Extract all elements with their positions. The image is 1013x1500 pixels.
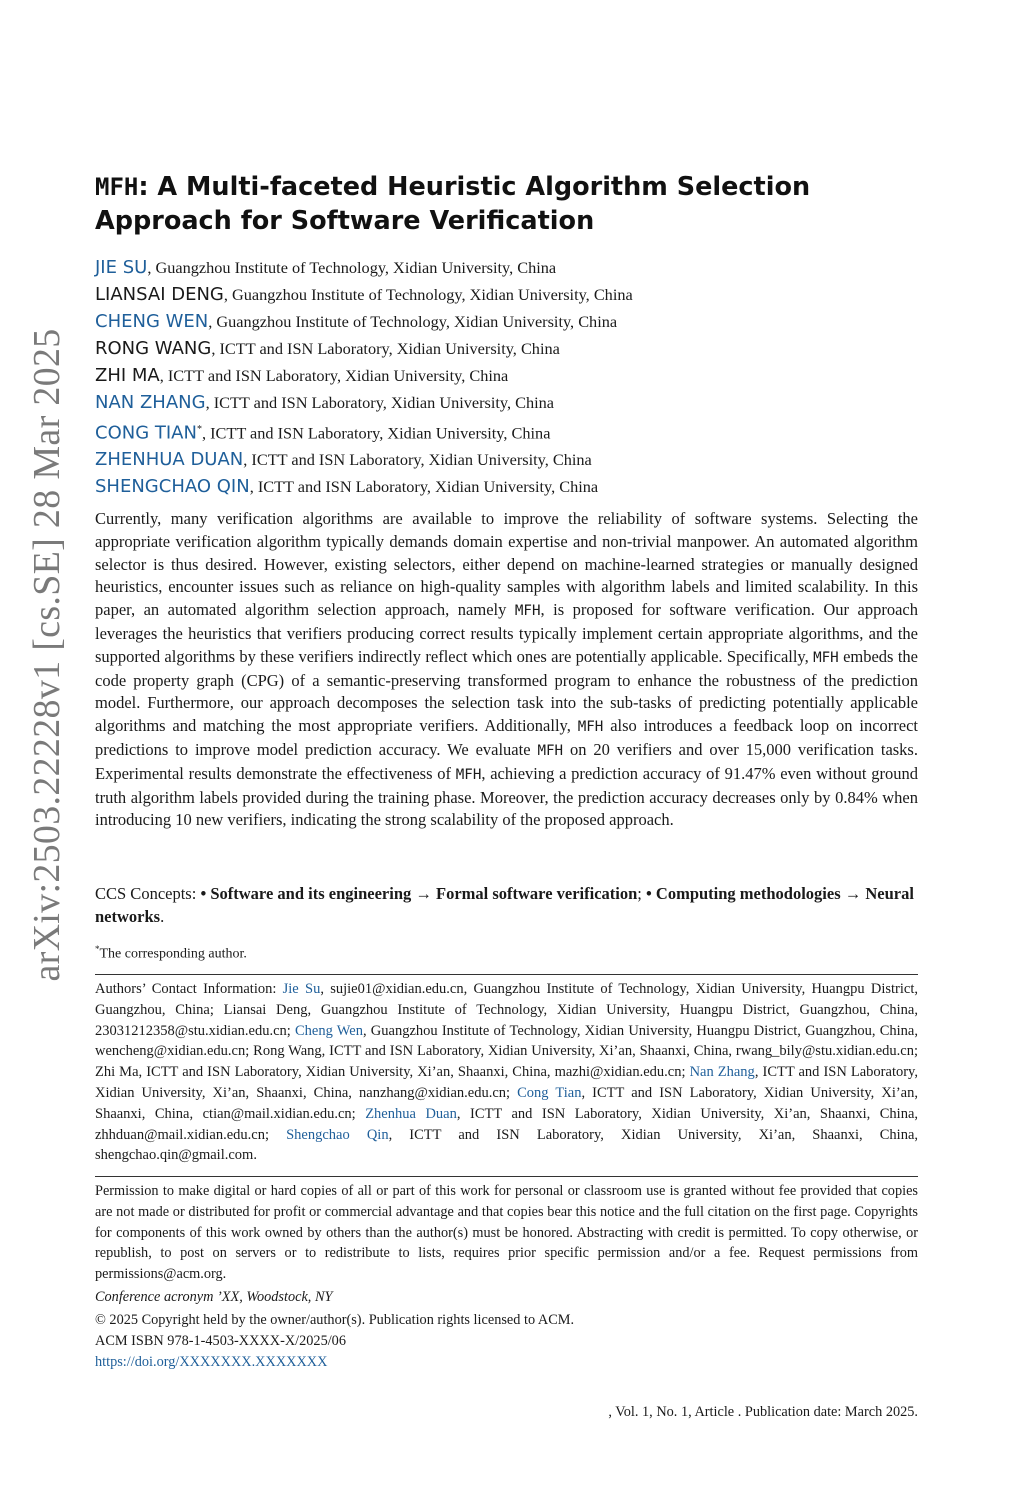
- corresponding-author-mark[interactable]: *: [196, 424, 202, 435]
- author-entry: [95, 389, 925, 416]
- copyright-line: © 2025 Copyright held by the owner/author(s). Publication rights licensed to ACM.: [95, 1312, 575, 1328]
- author-affiliation: , ICTT and ISN Laboratory, Xidian University, China: [201, 423, 551, 443]
- footnote-mark: *: [95, 944, 100, 954]
- footnote-text: The corresponding author.: [99, 946, 247, 962]
- contact-text: , ICTT and ISN Laboratory, Xidian University, Xi’an, Shaanxi, China, ctian@mail.xidian.edu.cn;: [95, 1084, 918, 1122]
- author-link[interactable]: Cong Tian: [517, 1084, 582, 1101]
- abstract-text: Currently, many verification algorithms are available to improve the reliability of software systems. Selecting the appropriate verification algorithm typically demands domain expertise and non-trivial manpower. An automated algorithm selector is thus desired. However, existing selectors, either depend on machine-learned strategies or manually designed heuristics, encounter issues such as reliance on high-quality samples with algorithm labels and limited scalability. In this paper, an automated algorithm selection approach, namely: [95, 509, 918, 620]
- author-entry: [95, 416, 925, 446]
- copyright-block: [95, 1310, 574, 1373]
- corresponding-author-footnote: [95, 944, 247, 963]
- ccs-label: CCS Concepts:: [95, 884, 201, 903]
- author-name-link[interactable]: JIE SU: [95, 257, 148, 278]
- author-entry: [95, 446, 925, 473]
- arxiv-identifier[interactable]: arXiv:2503.22228v1 [cs.SE] 28 Mar 2025: [26, 328, 68, 982]
- paper-title: [95, 170, 925, 238]
- author-link[interactable]: Cheng Wen: [294, 1022, 363, 1039]
- author-affiliation: , ICTT and ISN Laboratory, Xidian University, China: [205, 393, 555, 412]
- abstract-text: embeds the code property graph (CPG) of a semantic-preserving transformed program to enhance the robustness of the prediction model. Furthermore, our approach decomposes the selection task into the sub-tasks of predicting potentially applicable algorithms and matching the most appropriate verifiers. Additionally,: [95, 646, 918, 736]
- publication-info: , Vol. 1, No. 1, Article . Publication date: March 2025.: [608, 1404, 918, 1420]
- author-link[interactable]: Shengchao Qin: [286, 1126, 389, 1143]
- ccs-concept: • Computing methodologies → Neural networks: [95, 884, 914, 926]
- author-contact-information: [95, 979, 918, 1166]
- author-entry: [95, 473, 925, 500]
- conference-info: Conference acronym ’XX, Woodstock, NY: [95, 1289, 333, 1305]
- abstract-text: also introduces a feedback loop on incorrect predictions to improve model prediction accuracy. We evaluate: [95, 716, 919, 759]
- isbn-line: ACM ISBN 978-1-4503-XXXX-X/2025/06: [95, 1333, 346, 1349]
- author-name-link[interactable]: ZHENHUA DUAN: [95, 449, 244, 471]
- contact-text: , ICTT and ISN Laboratory, Xidian University, Xi’an, Shaanxi, China, zhhduan@mail.xidian.edu.cn;: [95, 1105, 919, 1143]
- ccs-end: .: [160, 906, 165, 926]
- doi-link[interactable]: https://doi.org/XXXXXXX.XXXXXXX: [95, 1354, 328, 1370]
- author-entry: [95, 335, 925, 362]
- arxiv-sidebar-stamp: [22, 290, 72, 1020]
- contact-text: , ICTT and ISN Laboratory, Xidian University, Xi’an, Shaanxi, China, shengchao.qin@gmail.com.: [95, 1126, 918, 1164]
- author-entry: [95, 281, 925, 308]
- author-affiliation: , Guangzhou Institute of Technology, Xidian University, China: [208, 312, 618, 331]
- system-name: MFH: [514, 603, 541, 620]
- system-name: MFH: [455, 766, 482, 783]
- title-text: : A Multi-faceted Heuristic Algorithm Selection Approach for Software Verification: [95, 172, 811, 236]
- permission-notice: Permission to make digital or hard copies of all or part of this work for personal or classroom use is granted without fee provided that copies are not made or distributed for profit or commercial advantage and that copies bear this notice and the full citation on the first page. Copyrights for components of this work owned by others than the author(s) must be honored. Abstracting with credit is permitted. To copy otherwise, or republish, to post on servers or to redistribute to lists, requires prior specific permission and/or a fee. Request permissions from permissions@acm.org.: [95, 1183, 918, 1283]
- system-name: MFH: [95, 173, 139, 201]
- contact-text: , Guangzhou Institute of Technology, Xidian University, Huangpu District, Guangzhou, China, wencheng@xidian.edu.cn; Rong Wang, ICTT and ISN Laboratory, Xidian University, Xi’an, Shaanxi, China, rwang_bily@stu.xidian.edu.cn; Zhi Ma, ICTT and ISN Laboratory, Xidian University, Xi’an, Shaanxi, China, mazhi@xidian.edu.cn;: [95, 1022, 918, 1081]
- system-name: MFH: [577, 719, 604, 736]
- author-name-link[interactable]: SHENGCHAO QIN: [95, 476, 250, 498]
- author-name-link[interactable]: CHENG WEN: [95, 311, 209, 332]
- ccs-concepts: [95, 883, 918, 929]
- author-entry: [95, 254, 925, 281]
- author-entry: [95, 362, 925, 389]
- author-link[interactable]: Jie Su: [282, 981, 321, 997]
- author-name-link[interactable]: NAN ZHANG: [95, 392, 206, 413]
- author-entry: [95, 308, 925, 335]
- author-affiliation: , Guangzhou Institute of Technology, Xidian University, China: [147, 258, 557, 277]
- author-name: RONG WANG: [95, 338, 212, 359]
- author-affiliation: , ICTT and ISN Laboratory, Xidian University, China: [243, 450, 592, 470]
- abstract-text: , achieving a prediction accuracy of 91.47% even without ground truth algorithm labels provided during the training phase. Moreover, the prediction accuracy decreases only by 0.84% when introducing 10 new verifiers, indicating the strong scalability of the proposed approach.: [95, 763, 918, 830]
- author-affiliation: , ICTT and ISN Laboratory, Xidian University, China: [211, 339, 560, 358]
- author-name-link[interactable]: CONG TIAN: [95, 422, 197, 444]
- author-name: LIANSAI DENG: [95, 284, 224, 305]
- ccs-separator: ;: [637, 884, 647, 903]
- author-list: [95, 254, 925, 500]
- author-affiliation: , Guangzhou Institute of Technology, Xidian University, China: [223, 285, 633, 304]
- divider: [95, 974, 918, 975]
- divider: [95, 1176, 918, 1177]
- abstract-text: on 20 verifiers and over 15,000 verification tasks. Experimental results demonstrate the effectiveness of: [95, 739, 918, 783]
- author-affiliation: , ICTT and ISN Laboratory, Xidian University, China: [159, 366, 509, 385]
- author-link[interactable]: Zhenhua Duan: [365, 1105, 457, 1122]
- contact-text: , sujie01@xidian.edu.cn, Guangzhou Institute of Technology, Xidian University, Huangpu District, Guangzhou, China; Liansai Deng, Guangzhou Institute of Technology, Xidian University, Huangpu District, Guangzhou, China, 23031212358@stu.xidian.edu.cn;: [95, 981, 918, 1039]
- author-affiliation: , ICTT and ISN Laboratory, Xidian University, China: [249, 477, 599, 497]
- author-link[interactable]: Nan Zhang: [689, 1064, 755, 1081]
- ccs-concept: • Software and its engineering → Formal software verification: [200, 884, 638, 903]
- system-name: MFH: [537, 742, 564, 759]
- abstract: [95, 508, 918, 832]
- author-name: ZHI MA: [95, 365, 160, 386]
- abstract-text: , is proposed for software verification. Our approach leverages the heuristics that verifiers producing correct results typically implement certain appropriate algorithms, and the supported algorithms by these verifiers indirectly reflect which ones are potentially applicable. Specifically,: [95, 600, 919, 666]
- contact-text: , ICTT and ISN Laboratory, Xidian University, Xi’an, Shaanxi, China, nanzhang@xidian.edu.cn;: [95, 1064, 918, 1101]
- contact-text: Authors’ Contact Information:: [95, 981, 283, 997]
- system-name: MFH: [813, 649, 839, 666]
